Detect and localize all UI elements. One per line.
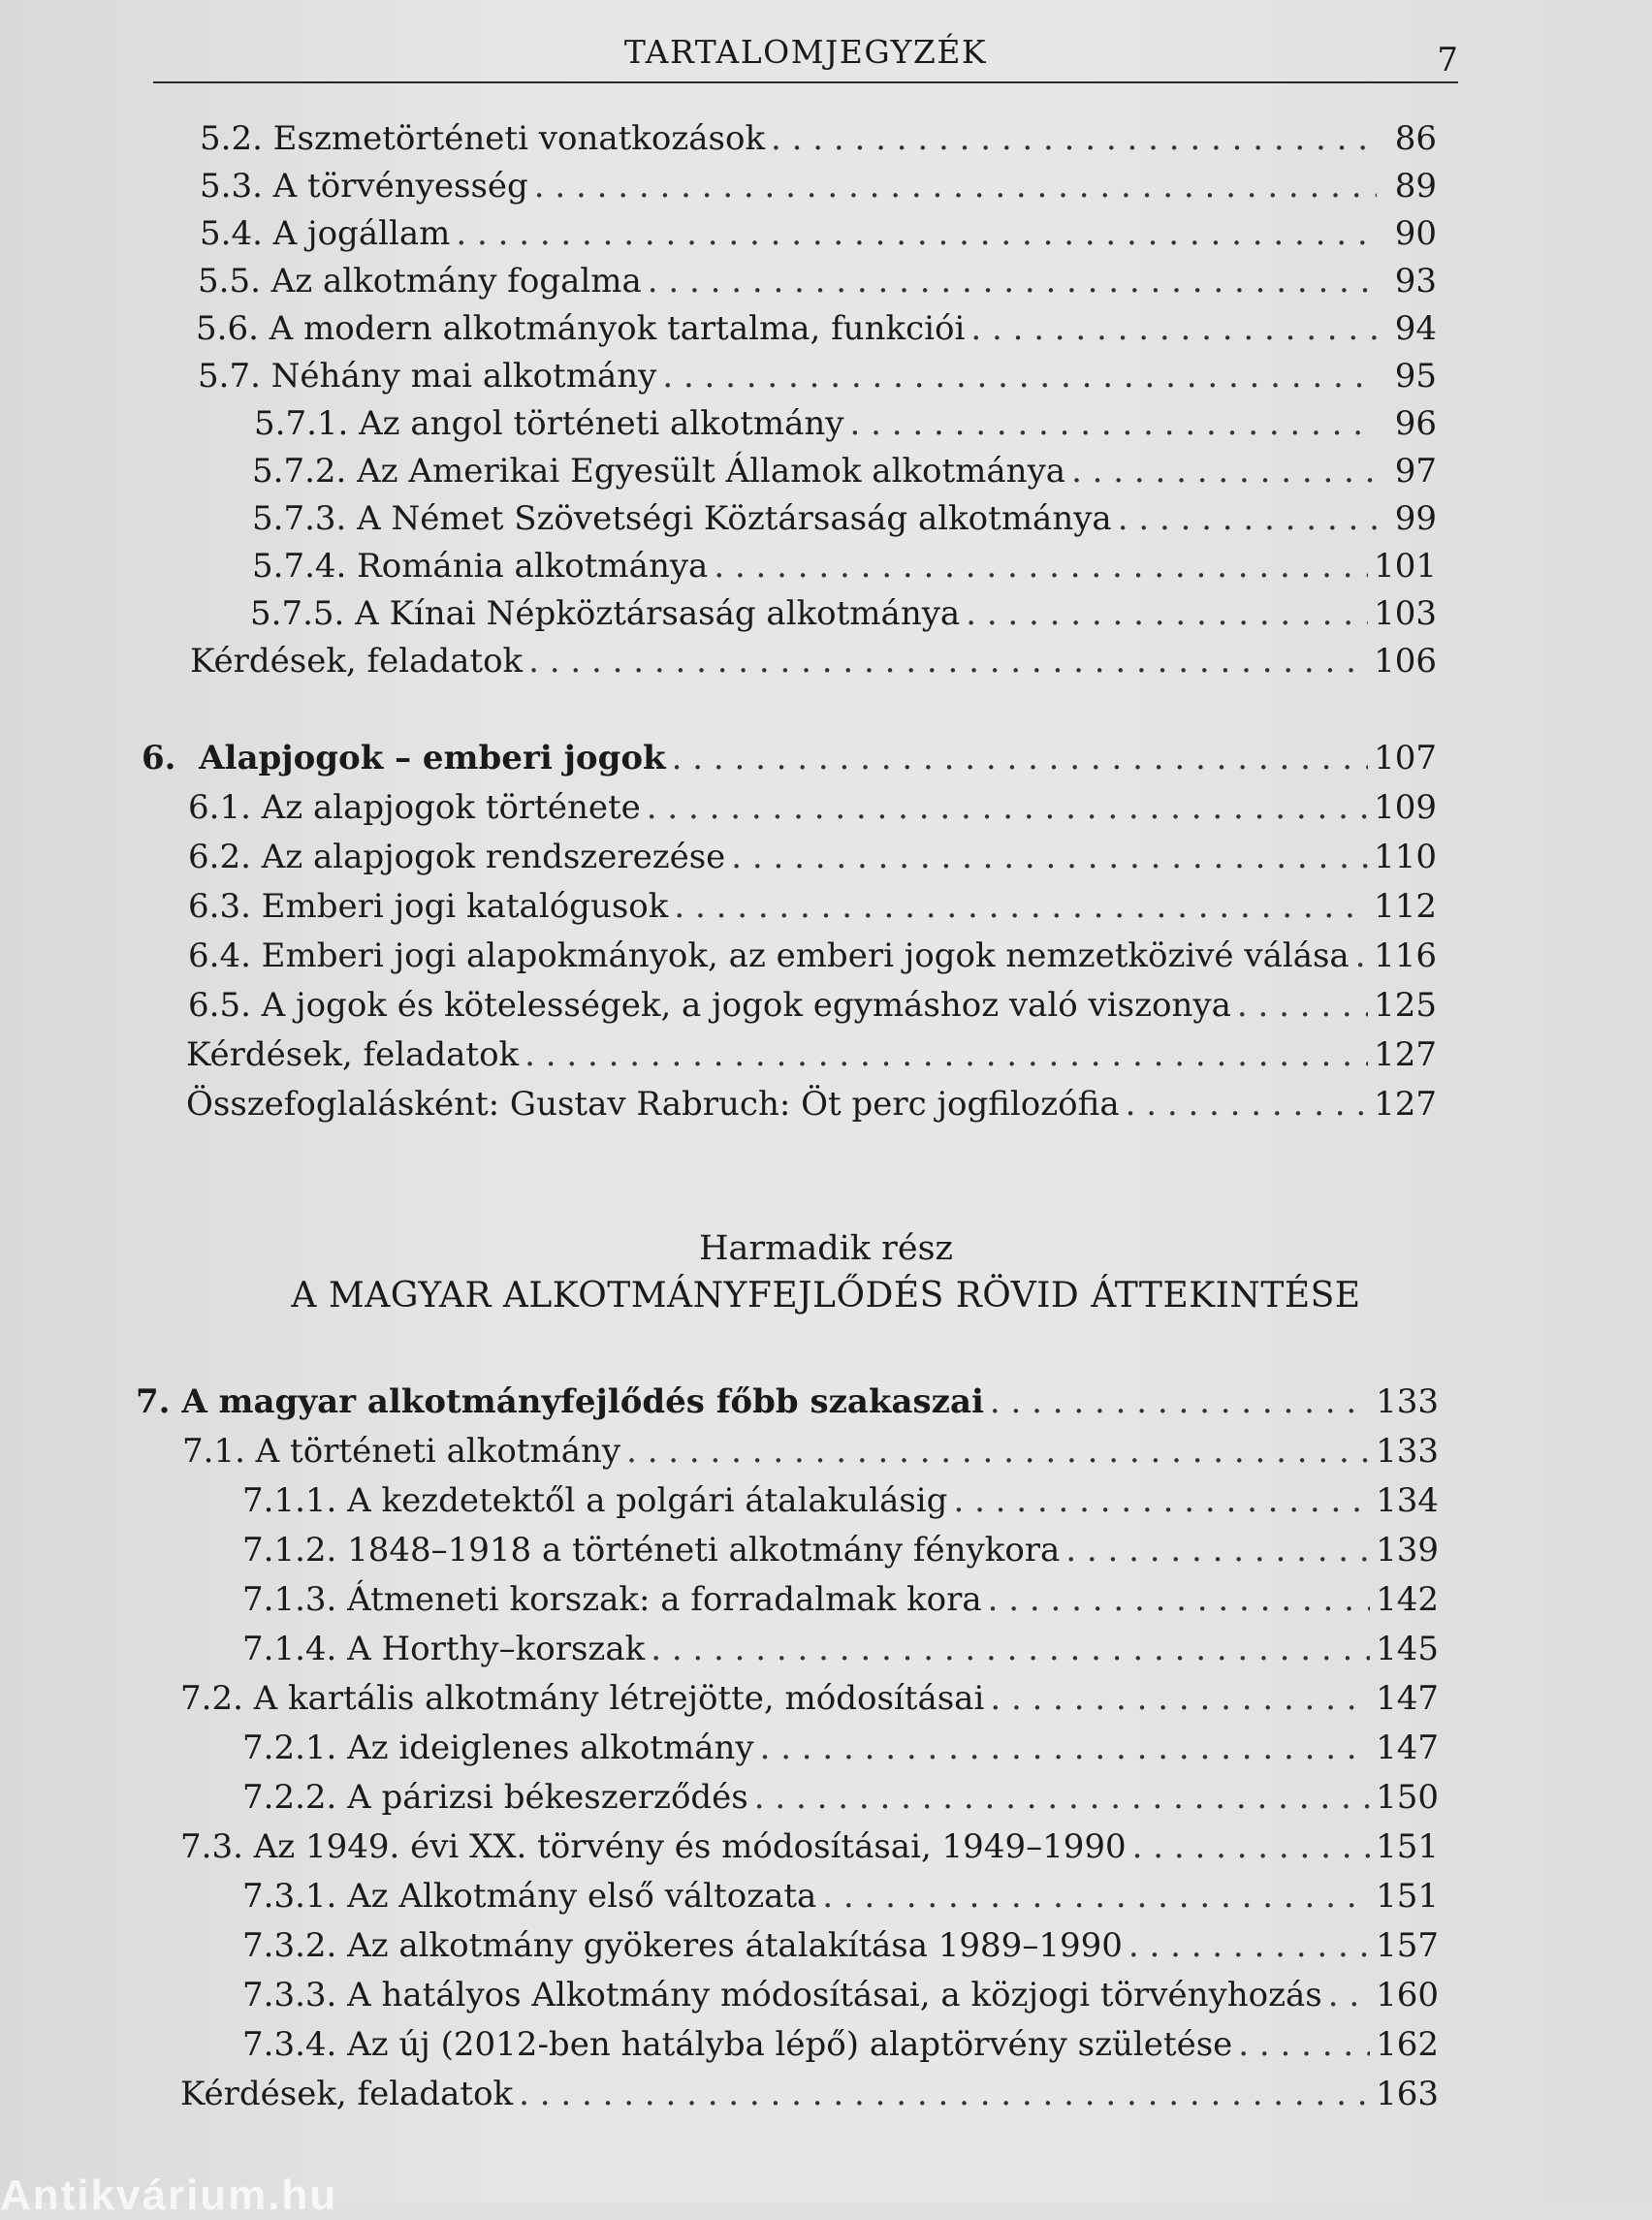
toc-entry (242, 1625, 1439, 1673)
toc-entry (180, 2070, 1439, 2118)
header-title: TARTALOMJEGYZÉK (623, 33, 988, 71)
toc-entry (188, 833, 1437, 881)
toc-leader-dots (1328, 1971, 1370, 2019)
toc-entry-label: Kérdések, feladatok (186, 1035, 520, 1074)
toc-entry-label: 7.2.1. Az ideiglenes alkotmány (242, 1728, 754, 1767)
toc-entry-label: 5.7.4. Románia alkotmánya (252, 547, 709, 586)
toc-entry-page: 134 (1376, 1481, 1439, 1520)
toc-entry-page: 150 (1376, 1778, 1439, 1817)
toc-leader-dots (1128, 1921, 1370, 1970)
toc-entry-label: 5.7.3. A Német Szövetségi Köztársaság alkotmánya (252, 499, 1112, 538)
toc-entry-label: 7.1. A történeti alkotmány (182, 1432, 621, 1471)
toc-entry-label: Összefoglalásként: Gustav Rabruch: Öt perc jogfilozófia (186, 1085, 1120, 1124)
toc-entry-label: 5.4. A jogállam (200, 214, 451, 253)
toc-entry-page: 110 (1374, 838, 1437, 876)
toc-leader-dots (771, 114, 1377, 163)
toc-leader-dots (519, 2070, 1370, 2118)
toc-leader-dots (1237, 981, 1368, 1030)
toc-entry-page: 127 (1374, 1085, 1437, 1124)
toc-entry-label: 5.5. Az alkotmány fogalma (198, 262, 642, 301)
toc-entry (186, 1080, 1437, 1128)
toc-entry (200, 114, 1437, 163)
toc-entry (242, 2020, 1439, 2069)
toc-entry-page: 162 (1376, 2025, 1439, 2064)
toc-leader-dots (822, 1872, 1370, 1920)
toc-leader-dots (672, 734, 1368, 782)
toc-leader-dots (850, 399, 1377, 448)
toc-entry-page: 151 (1376, 1877, 1439, 1916)
toc-entry-page: 109 (1374, 788, 1437, 827)
toc-leader-dots (647, 783, 1368, 832)
toc-leader-dots (626, 1427, 1370, 1475)
toc-entry (186, 1031, 1437, 1079)
toc-entry (252, 447, 1437, 495)
toc-entry-page: 160 (1376, 1976, 1439, 2014)
toc-entry-label: 5.2. Eszmetörténeti vonatkozások (200, 119, 766, 158)
toc-leader-dots (651, 1625, 1370, 1673)
toc-entry-label: 6.5. A jogok és kötelességek, a jogok egymáshoz való viszonya (188, 986, 1231, 1025)
toc-entry-label: 5.7.1. Az angol történeti alkotmány (254, 404, 844, 443)
toc-entry-label: 6.1. Az alapjogok története (188, 788, 641, 827)
toc-entry (196, 304, 1437, 353)
toc-entry-page: 96 (1394, 404, 1437, 443)
toc-entry-label: 5.6. A modern alkotmányok tartalma, funkciói (196, 309, 966, 348)
toc-leader-dots (648, 257, 1377, 305)
toc-leader-dots (534, 162, 1377, 210)
toc-entry-label: 6.3. Emberi jogi katalógusok (188, 887, 669, 926)
toc-entry-page: 125 (1374, 986, 1437, 1025)
part-title: A MAGYAR ALKOTMÁNYFEJLŐDÉS RÖVID ÁTTEKINTÉSE (291, 1276, 1361, 1316)
toc-leader-dots (1238, 2020, 1370, 2069)
toc-entry-page: 145 (1376, 1630, 1439, 1668)
toc-entry-label: 7.2.2. A párizsi békeszerződés (242, 1778, 748, 1817)
toc-leader-dots (674, 882, 1368, 931)
toc-entry-page: 99 (1394, 499, 1437, 538)
toc-entry-label: 7.3.4. Az új (2012-ben hatályba lépő) alaptörvény születése (242, 2025, 1233, 2064)
toc-leader-dots (966, 589, 1368, 638)
toc-entry-page: 163 (1376, 2075, 1439, 2113)
toc-leader-dots (754, 1773, 1370, 1822)
toc-entry (200, 209, 1437, 258)
toc-chapter-entry (142, 734, 1437, 782)
toc-entry-page: 90 (1394, 214, 1437, 253)
toc-entry (200, 162, 1437, 210)
toc-entry (188, 981, 1437, 1030)
toc-entry-label: Kérdések, feladatok (180, 2075, 514, 2113)
toc-chapter-entry (136, 1378, 1439, 1426)
toc-entry-page: 112 (1374, 887, 1437, 926)
toc-entry-page: 89 (1394, 167, 1437, 206)
toc-leader-dots (990, 1674, 1370, 1723)
watermark-text: Antikvárium.hu (0, 2172, 338, 2219)
toc-leader-dots (528, 637, 1368, 685)
toc-entry-page: 101 (1374, 547, 1437, 586)
toc-entry-page: 157 (1376, 1926, 1439, 1965)
toc-entry-label: 6.2. Az alapjogok rendszerezése (188, 838, 726, 876)
toc-leader-dots (1355, 932, 1368, 980)
toc-entry (188, 783, 1437, 832)
toc-entry-page: 95 (1394, 357, 1437, 396)
toc-entry-page: 147 (1376, 1679, 1439, 1718)
toc-entry (198, 257, 1437, 305)
toc-entry-page: 127 (1374, 1035, 1437, 1074)
toc-entry (242, 1921, 1439, 1970)
toc-entry-page: 133 (1376, 1432, 1439, 1471)
part-subtitle: Harmadik rész (699, 1229, 953, 1268)
toc-entry-page: 133 (1376, 1382, 1439, 1421)
toc-leader-dots (456, 209, 1377, 258)
toc-entry-page: 151 (1376, 1827, 1439, 1866)
toc-entry-label: 7.1.3. Átmeneti korszak: a forradalmak kora (242, 1580, 982, 1619)
toc-entry (252, 494, 1437, 543)
toc-leader-dots (1071, 447, 1377, 495)
toc-entry (198, 352, 1437, 400)
toc-leader-dots (1065, 1526, 1370, 1574)
toc-entry (188, 932, 1437, 980)
toc-entry (242, 1773, 1439, 1822)
toc-entry-page: 139 (1376, 1531, 1439, 1570)
toc-leader-dots (970, 304, 1377, 353)
toc-entry-label: 7. A magyar alkotmányfejlődés főbb szakaszai (136, 1382, 984, 1421)
toc-entry (252, 542, 1437, 590)
toc-entry (180, 1823, 1439, 1871)
toc-entry-label: 7.3.2. Az alkotmány gyökeres átalakítása 1989–1990 (242, 1926, 1123, 1965)
toc-leader-dots (1132, 1823, 1370, 1871)
toc-entry (242, 1724, 1439, 1772)
toc-entry (242, 1476, 1439, 1525)
toc-entry-page: 97 (1394, 452, 1437, 491)
toc-leader-dots (760, 1724, 1371, 1772)
toc-entry-page: 86 (1394, 119, 1437, 158)
toc-entry-label: 5.7. Néhány mai alkotmány (198, 357, 657, 396)
toc-entry-label: 5.7.5. A Kínai Népköztársaság alkotmánya (250, 594, 961, 633)
toc-entry (242, 1872, 1439, 1920)
toc-entry-label: 6.4. Emberi jogi alapokmányok, az emberi jogok nemzetközivé válása (188, 936, 1350, 975)
toc-leader-dots (1118, 494, 1377, 543)
toc-entry (242, 1971, 1439, 2019)
toc-entry-label: 6. Alapjogok – emberi jogok (142, 739, 666, 777)
toc-leader-dots (990, 1378, 1370, 1426)
toc-entry-page: 94 (1394, 309, 1437, 348)
toc-leader-dots (1126, 1080, 1369, 1128)
toc-leader-dots (988, 1575, 1370, 1624)
toc-entry-page: 103 (1374, 594, 1437, 633)
toc-entry (242, 1575, 1439, 1624)
header-page-number: 7 (1437, 41, 1458, 79)
toc-entry-label: 7.3.1. Az Alkotmány első változata (242, 1877, 817, 1916)
toc-leader-dots (714, 542, 1368, 590)
toc-entry (242, 1526, 1439, 1574)
toc-entry-label: 7.1.2. 1848–1918 a történeti alkotmány fénykora (242, 1531, 1061, 1570)
toc-entry (190, 637, 1437, 685)
toc-entry-label: 7.1.4. A Horthy–korszak (242, 1630, 646, 1668)
toc-leader-dots (731, 833, 1368, 881)
toc-entry-page: 147 (1376, 1728, 1439, 1767)
toc-entry (182, 1427, 1439, 1475)
toc-entry-label: 5.3. A törvényesség (200, 167, 528, 206)
toc-entry (250, 589, 1437, 638)
toc-leader-dots (524, 1031, 1368, 1079)
page-header (153, 33, 1458, 83)
toc-entry-page: 107 (1374, 739, 1437, 777)
toc-entry-page: 106 (1374, 642, 1437, 681)
toc-entry (254, 399, 1437, 448)
toc-entry-label: 7.2. A kartális alkotmány létrejötte, módosításai (180, 1679, 985, 1718)
toc-entry-page: 93 (1394, 262, 1437, 301)
toc-entry (180, 1674, 1439, 1723)
toc-entry (188, 882, 1437, 931)
toc-entry-page: 116 (1374, 936, 1437, 975)
toc-leader-dots (953, 1476, 1370, 1525)
toc-leader-dots (662, 352, 1377, 400)
toc-entry-label: 7.3. Az 1949. évi XX. törvény és módosításai, 1949–1990 (180, 1827, 1127, 1866)
toc-entry-label: 5.7.2. Az Amerikai Egyesült Államok alkotmánya (252, 452, 1066, 491)
toc-entry-label: 7.1.1. A kezdetektől a polgári átalakulásig (242, 1481, 948, 1520)
toc-entry-label: 7.3.3. A hatályos Alkotmány módosításai, a közjogi törvényhozás (242, 1976, 1322, 2014)
toc-entry-label: Kérdések, feladatok (190, 642, 524, 681)
toc-entry-page: 142 (1376, 1580, 1439, 1619)
